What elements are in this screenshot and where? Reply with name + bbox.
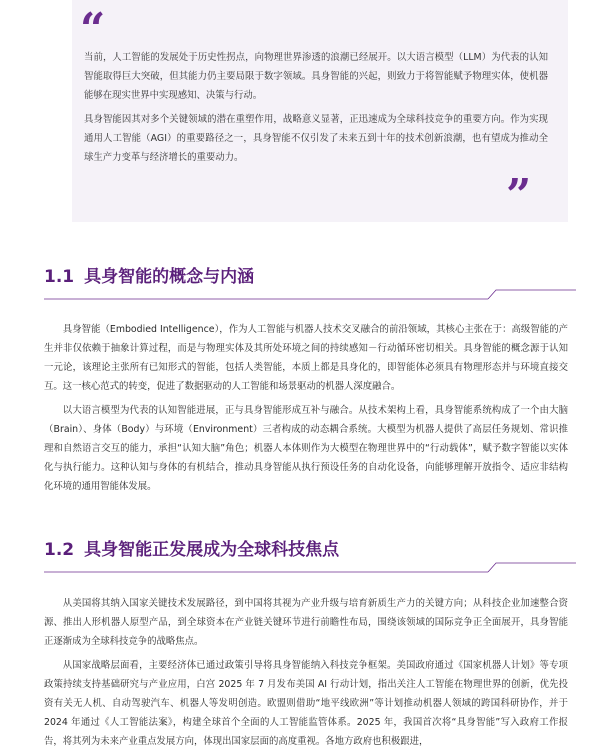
quote-paragraph: 具身智能因其对多个关键领域的潜在重塑作用，战略意义显著，正迅速成为全球科技竞争的重要方向。作为实现通用人工智能（AGI）的重要路径之一，具身智能不仅引发了未来五到十年的技术创新浪潮，也有望成为推动全球生产力变革与经济增长的重要动力。 <box>84 114 548 163</box>
body-paragraph: 以大语言模型为代表的认知智能进展，正与具身智能形成互补与融合。从技术架构上看，具身智能系统构成了一个由大脑（Brain）、身体（Body）与环境（Environment）三者构成的动态耦合系统。大模型为机器人提供了高层任务规划、常识推理和自然语言交互的能力，承担“认知大脑”角色；机器人本体则作为大模型在物理世界中的“行动载体”，赋予数字智能以实体化与执行能力。这种认知与身体的有机结合，推动具身智能从执行预设任务的自动化设备，向能够理解开放指令、适应非结构化环境的通用智能体发展。 <box>44 405 568 492</box>
section-number: 1.1 <box>44 267 75 287</box>
body-paragraph: 从国家战略层面看，主要经济体已通过政策引导将具身智能纳入科技竞争框架。美国政府通过《国家机器人计划》等专项政策持续支持基础研究与产业应用，白宫 2025 年 7 月发布美国 AI 行动计划，指出关注人工智能在物理世界的创新，优先投资有关无人机、自动驾驶汽车、机器人等发明创造。欧盟则借助“地平线欧洲”等计划推动机器人领域的跨国科研协作，并于 2024 年通过《人工智能法案》，构建全球首个全面的人工智能监管体系。2025 年，我国首次将“具身智能”写入政府工作报告，将其列为未来产业重点发展方向，体现出国家层面的高度重视。各地方政府也积极跟进， <box>44 660 568 747</box>
close-quote-icon: ” <box>506 170 528 221</box>
body-paragraph: 从美国将其纳入国家关键技术发展路径，到中国将其视为产业升级与培育新质生产力的关键方向；从科技企业加速整合资源、推出人形机器人原型产品，到全球资本在产业链关键环节进行前瞻性布局，围绕该领域的国际竞争正全面展开，具身智能正逐渐成为全球科技竞争的战略焦点。 <box>44 598 568 647</box>
body-paragraph: 具身智能（Embodied Intelligence），作为人工智能与机器人技术交叉融合的前沿领域，其核心主张在于：高级智能的产生并非仅依赖于抽象计算过程，而是与物理实体及其所处环境之间的持续感知－行动循环密切相关。具身智能的概念源于认知一元论，该理论主张所有已知形式的智能，包括人类智能，本质上都是具身化的，即智能体必须具有物理形态并与环境直接交互。这一核心范式的转变，促进了数据驱动的人工智能和场景驱动的机器人深度融合。 <box>44 324 568 392</box>
section-title: 具身智能的概念与内涵 <box>84 267 255 287</box>
section-divider <box>44 288 576 302</box>
section-title: 具身智能正发展成为全球科技焦点 <box>84 540 340 560</box>
section-divider <box>44 561 576 575</box>
open-quote-icon: “ <box>80 4 102 55</box>
section-heading <box>44 262 254 287</box>
section-number: 1.2 <box>44 540 75 560</box>
quote-paragraph: 当前，人工智能的发展处于历史性拐点，向物理世界渗透的浪潮已经展开。以大语言模型（LLM）为代表的认知智能取得巨大突破，但其能力仍主要局限于数字领域。具身智能的兴起，则致力于将智能赋予物理实体，使机器能够在现实世界中实现感知、决策与行动。 <box>84 52 548 101</box>
section-heading <box>44 535 339 560</box>
